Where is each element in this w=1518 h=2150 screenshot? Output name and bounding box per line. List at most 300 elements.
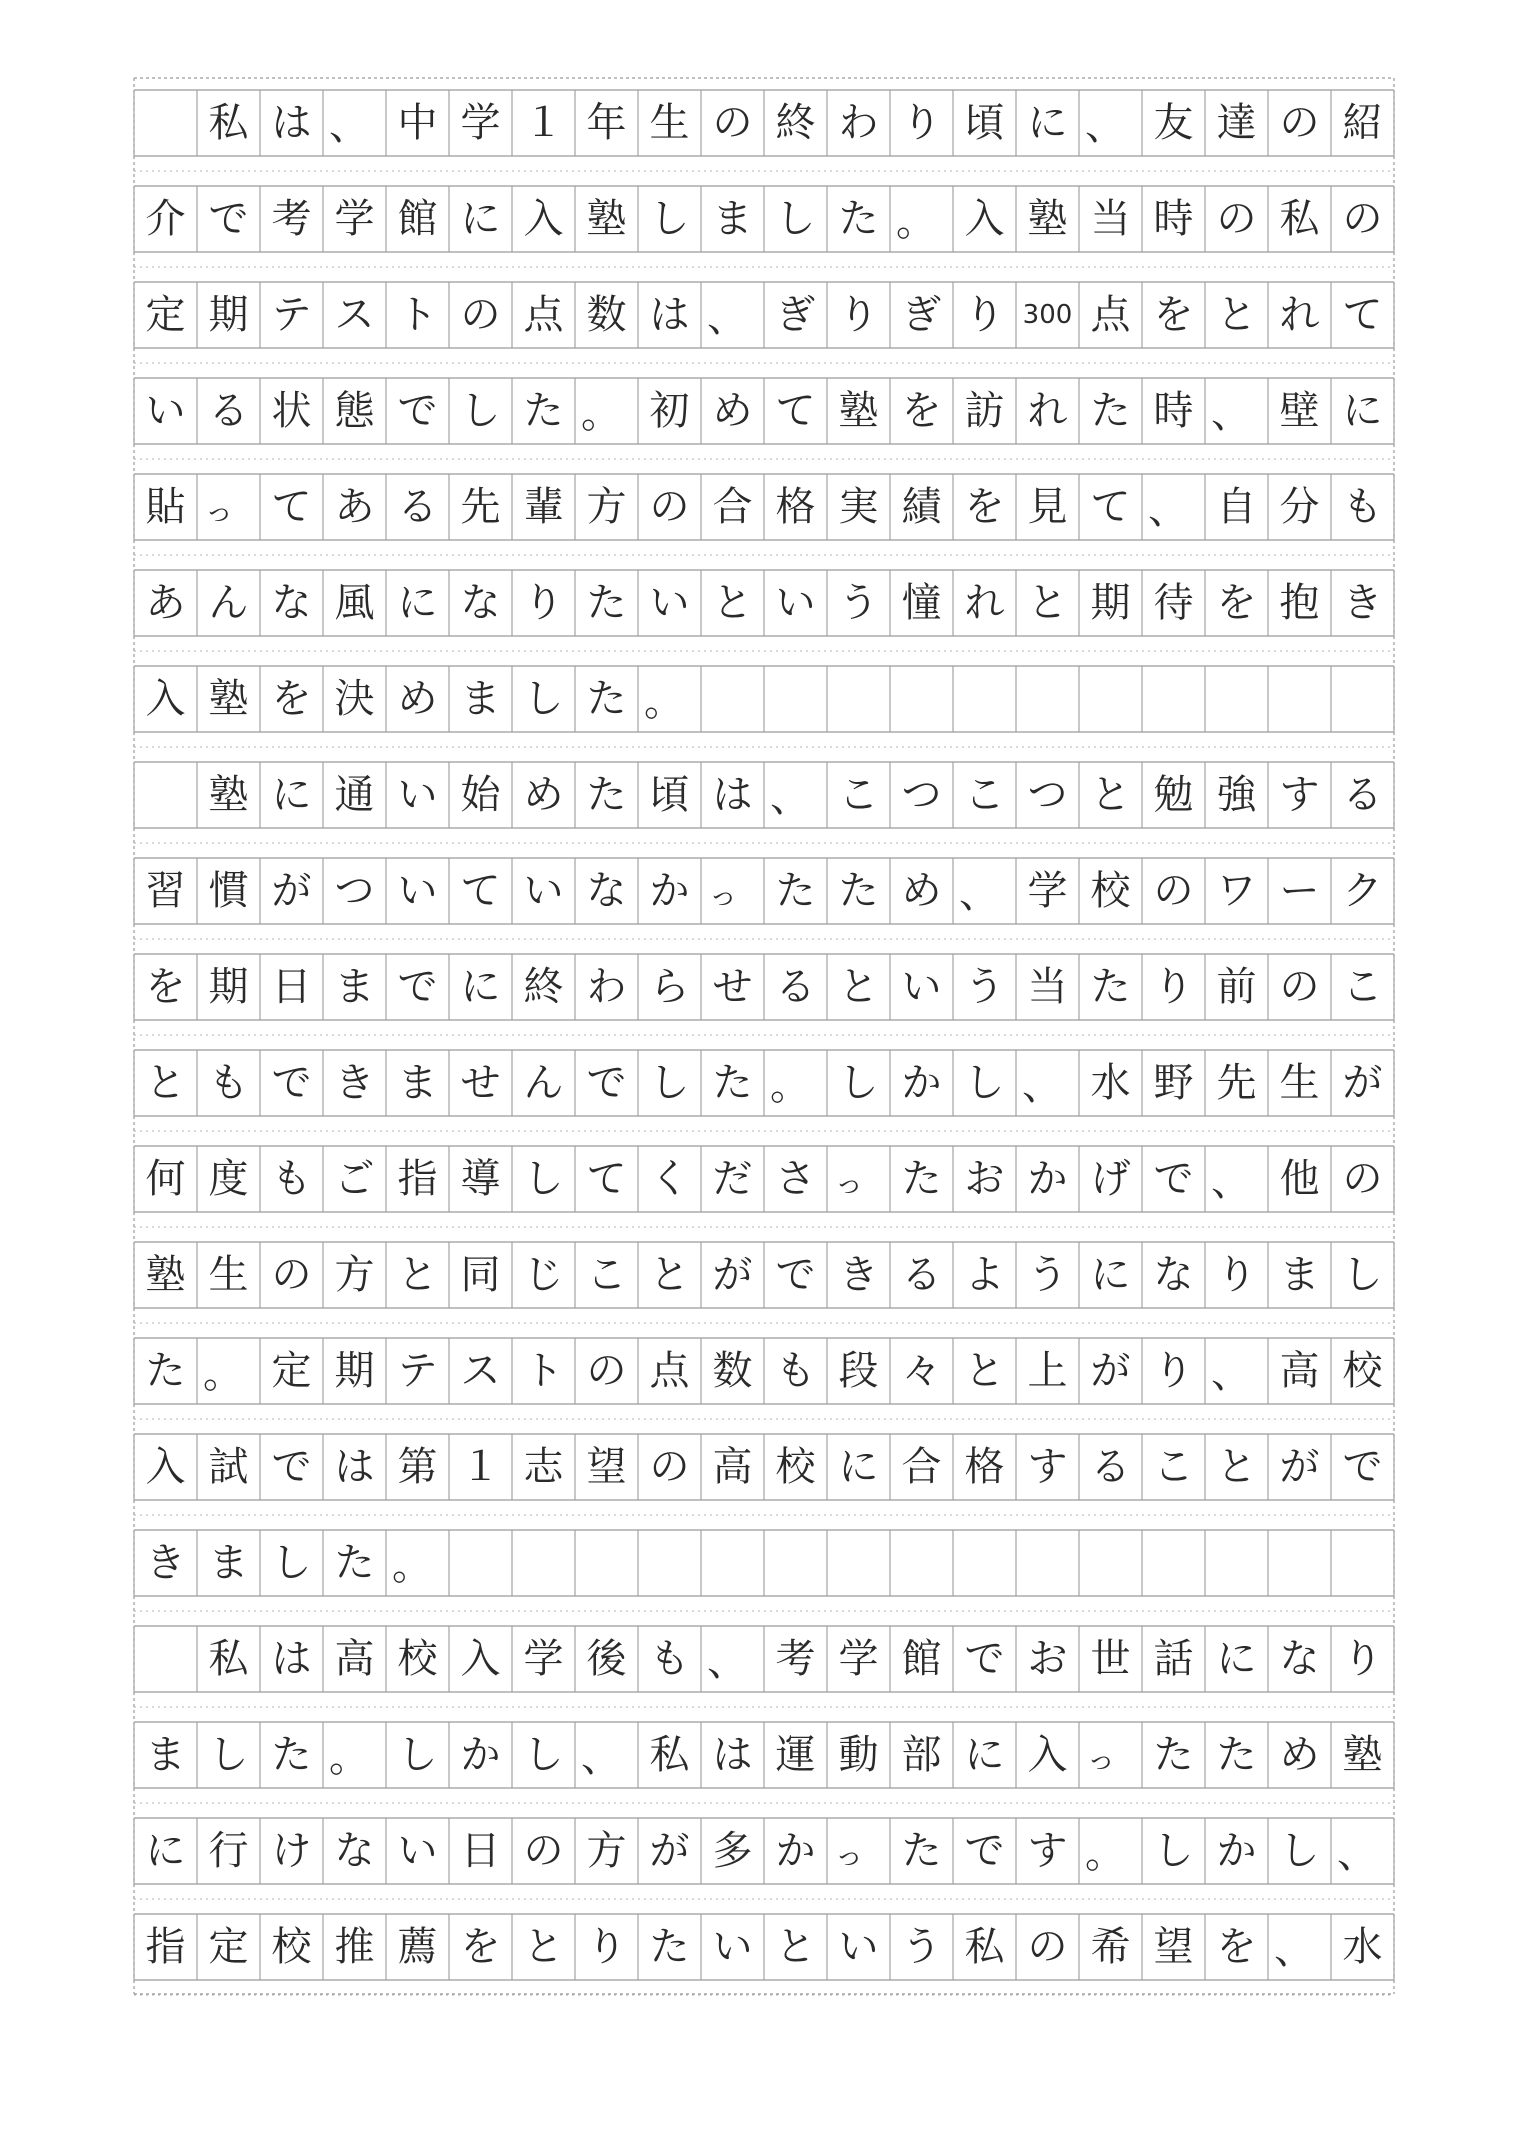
manuscript-char: ま [397, 1060, 438, 1106]
manuscript-char: よ [964, 1252, 1005, 1298]
manuscript-char: 他 [1279, 1156, 1320, 1202]
manuscript-char: っ [835, 1167, 864, 1200]
manuscript-char: で [1342, 1444, 1383, 1490]
manuscript-char: た [271, 1732, 312, 1778]
manuscript-char: に [271, 772, 312, 818]
manuscript-char: の [1027, 1924, 1068, 1970]
manuscript-char: 風 [334, 580, 375, 626]
manuscript-char: 塾 [1342, 1732, 1383, 1778]
manuscript-char: 方 [586, 484, 627, 530]
manuscript-char: 高 [334, 1636, 375, 1682]
manuscript-char: っ [205, 495, 234, 528]
manuscript-char: は [649, 292, 690, 338]
manuscript-char: を [1153, 292, 1194, 338]
manuscript-row [134, 186, 1394, 252]
manuscript-char: と [1090, 772, 1131, 818]
manuscript-char: ま [460, 676, 501, 722]
manuscript-char: ら [649, 964, 690, 1010]
manuscript-char: と [712, 580, 753, 626]
manuscript-char: に [1342, 388, 1383, 434]
manuscript-char: じ [523, 1252, 564, 1298]
manuscript-char: れ [964, 580, 1005, 626]
manuscript-char: 学 [523, 1636, 564, 1682]
manuscript-char: と [838, 964, 879, 1010]
manuscript-char: 期 [334, 1348, 375, 1394]
manuscript-char: 年 [586, 100, 627, 146]
manuscript-char: つ [1027, 772, 1068, 818]
manuscript-char: 上 [1027, 1348, 1068, 1394]
manuscript-char: 当 [1090, 196, 1131, 242]
manuscript-char: り [586, 1924, 627, 1970]
manuscript-char: と [649, 1252, 690, 1298]
manuscript-char: 時 [1153, 388, 1194, 434]
manuscript-char: 初 [649, 388, 690, 434]
manuscript-char: の [712, 100, 753, 146]
manuscript-char: で [397, 388, 438, 434]
manuscript-char: な [271, 580, 312, 626]
manuscript-char: 塾 [208, 676, 249, 722]
manuscript-char: た [145, 1348, 186, 1394]
manuscript-char: に [1216, 1636, 1257, 1682]
manuscript-char: 。 [644, 679, 684, 725]
manuscript-char: か [901, 1060, 942, 1106]
manuscript-char: た [586, 676, 627, 722]
manuscript-char: れ [1279, 292, 1320, 338]
manuscript-char: 強 [1216, 772, 1257, 818]
manuscript-char: 、 [1211, 391, 1251, 437]
manuscript-char: た [901, 1156, 942, 1202]
manuscript-char: 頃 [964, 100, 1005, 146]
manuscript-char: た [775, 868, 816, 914]
manuscript-char: 生 [649, 100, 690, 146]
manuscript-char: り [964, 292, 1005, 338]
manuscript-char: 、 [1211, 1351, 1251, 1397]
manuscript-char: 。 [1085, 1831, 1125, 1877]
manuscript-char: わ [586, 964, 627, 1010]
manuscript-char: る [1342, 772, 1383, 818]
manuscript-char: で [397, 964, 438, 1010]
manuscript-row [134, 1722, 1394, 1788]
manuscript-char: だ [712, 1156, 753, 1202]
manuscript-char: め [1279, 1732, 1320, 1778]
manuscript-char: い [712, 1924, 753, 1970]
manuscript-char [134, 90, 197, 156]
manuscript-char: し [1342, 1252, 1383, 1298]
manuscript-char: ス [460, 1348, 501, 1394]
manuscript-char: な [586, 868, 627, 914]
manuscript-char: い [901, 964, 942, 1010]
manuscript-row [134, 90, 1394, 156]
manuscript-char: 、 [959, 871, 999, 917]
manuscript-char: 。 [392, 1543, 432, 1589]
manuscript-char: と [1216, 292, 1257, 338]
manuscript-char: 憧 [901, 580, 942, 626]
manuscript-char: な [1279, 1636, 1320, 1682]
manuscript-char: 後 [586, 1636, 627, 1682]
manuscript-row [134, 1338, 1394, 1404]
manuscript-char: ま [145, 1732, 186, 1778]
manuscript-char: し [964, 1060, 1005, 1106]
manuscript-char: が [1090, 1348, 1131, 1394]
manuscript-char: 始 [460, 772, 501, 818]
manuscript-char: る [208, 388, 249, 434]
manuscript-char: す [1279, 772, 1320, 818]
manuscript-char: 達 [1216, 100, 1257, 146]
manuscript-char: 指 [145, 1924, 186, 1970]
manuscript-char: は [271, 100, 312, 146]
manuscript-char: ー [1279, 868, 1320, 914]
manuscript-char: き [838, 1252, 879, 1298]
manuscript-char: 行 [208, 1828, 249, 1874]
manuscript-char: て [271, 484, 312, 530]
manuscript-char: 考 [775, 1636, 816, 1682]
manuscript-char: で [1153, 1156, 1194, 1202]
manuscript-char: い [838, 1924, 879, 1970]
manuscript-char: り [838, 292, 879, 338]
manuscript-char: 生 [1279, 1060, 1320, 1106]
manuscript-char: っ [1087, 1743, 1116, 1776]
manuscript-char: に [397, 580, 438, 626]
manuscript-char: 合 [712, 484, 753, 530]
manuscript-char: き [1342, 580, 1383, 626]
manuscript-char: で [775, 1252, 816, 1298]
manuscript-char [134, 762, 197, 828]
manuscript-char: ま [334, 964, 375, 1010]
manuscript-char: 点 [1090, 292, 1131, 338]
manuscript-char: 点 [649, 1348, 690, 1394]
manuscript-char: 志 [523, 1444, 564, 1490]
manuscript-char: し [775, 196, 816, 242]
manuscript-char: お [1027, 1636, 1068, 1682]
manuscript-char: た [334, 1540, 375, 1586]
manuscript-char: で [586, 1060, 627, 1106]
manuscript-char: 入 [145, 676, 186, 722]
manuscript-char: 数 [586, 292, 627, 338]
manuscript-char: 私 [964, 1924, 1005, 1970]
manuscript-char: 、 [1022, 1063, 1062, 1109]
manuscript-char: 期 [208, 292, 249, 338]
manuscript-char: い [145, 388, 186, 434]
manuscript-char: に [838, 1444, 879, 1490]
manuscript-char: 望 [1153, 1924, 1194, 1970]
manuscript-char: は [334, 1444, 375, 1490]
manuscript-char: 学 [1027, 868, 1068, 914]
manuscript-char: を [964, 484, 1005, 530]
manuscript-char: 格 [775, 484, 816, 530]
manuscript-row [134, 1050, 1394, 1116]
manuscript-char: の [271, 1252, 312, 1298]
manuscript-char: 薦 [397, 1924, 438, 1970]
manuscript-char: っ [835, 1839, 864, 1872]
manuscript-char: ま [208, 1540, 249, 1586]
manuscript-char: 先 [1216, 1060, 1257, 1106]
manuscript-char: け [271, 1828, 312, 1874]
manuscript-char: し [460, 388, 501, 434]
manuscript-char: 頃 [649, 772, 690, 818]
manuscript-char: の [1342, 1156, 1383, 1202]
manuscript-char: う [838, 580, 879, 626]
manuscript-char: た [901, 1828, 942, 1874]
manuscript-char: し [397, 1732, 438, 1778]
manuscript-char: 。 [203, 1351, 243, 1397]
manuscript-char: 終 [523, 964, 564, 1010]
manuscript-char: か [460, 1732, 501, 1778]
manuscript-char: た [649, 1924, 690, 1970]
manuscript-char: が [712, 1252, 753, 1298]
manuscript-char: こ [838, 772, 879, 818]
manuscript-char: に [460, 196, 501, 242]
manuscript-char: こ [964, 772, 1005, 818]
manuscript-char: し [649, 1060, 690, 1106]
manuscript-char: も [271, 1156, 312, 1202]
manuscript-char: あ [145, 580, 186, 626]
manuscript-char: き [334, 1060, 375, 1106]
manuscript-char: 友 [1153, 100, 1194, 146]
manuscript-char: 入 [1027, 1732, 1068, 1778]
manuscript-char: で [271, 1444, 312, 1490]
manuscript-row [134, 762, 1394, 828]
manuscript-row [134, 1434, 1394, 1500]
manuscript-char: り [1153, 1348, 1194, 1394]
manuscript-char: 、 [770, 775, 810, 821]
manuscript-char: 塾 [208, 772, 249, 818]
manuscript-char: れ [1027, 388, 1068, 434]
manuscript-char: し [838, 1060, 879, 1106]
manuscript-char: 。 [581, 391, 621, 437]
manuscript-char: 私 [1279, 196, 1320, 242]
manuscript-char: と [145, 1060, 186, 1106]
manuscript-char: ト [523, 1348, 564, 1394]
manuscript-char: し [271, 1540, 312, 1586]
manuscript-char: い [397, 868, 438, 914]
manuscript-char: の [586, 1348, 627, 1394]
manuscript-char: 第 [397, 1444, 438, 1490]
manuscript-char: の [1216, 196, 1257, 242]
manuscript-char: 、 [1274, 1927, 1314, 1973]
manuscript-char: を [1216, 580, 1257, 626]
manuscript-char: お [964, 1156, 1005, 1202]
manuscript-char: 、 [1211, 1159, 1251, 1205]
manuscript-char: い [397, 772, 438, 818]
manuscript-char: い [775, 580, 816, 626]
manuscript-char: 見 [1027, 484, 1068, 530]
manuscript-char: た [1090, 388, 1131, 434]
manuscript-char: ク [1342, 868, 1383, 914]
manuscript-char: の [649, 484, 690, 530]
manuscript-char: 私 [649, 1732, 690, 1778]
manuscript-char: を [901, 388, 942, 434]
manuscript-char: う [901, 1924, 942, 1970]
manuscript-char: テ [271, 292, 312, 338]
manuscript-char: で [208, 196, 249, 242]
manuscript-char: 日 [460, 1828, 501, 1874]
manuscript-char: を [271, 676, 312, 722]
manuscript-char: に [460, 964, 501, 1010]
manuscript-char: 、 [329, 103, 369, 149]
manuscript-char: り [1216, 1252, 1257, 1298]
manuscript-char: か [649, 868, 690, 914]
manuscript-char: 試 [208, 1444, 249, 1490]
manuscript-char: き [145, 1540, 186, 1586]
manuscript-char: に [1027, 100, 1068, 146]
manuscript-char: 私 [208, 100, 249, 146]
manuscript-char: 、 [707, 1639, 747, 1685]
manuscript-char: し [208, 1732, 249, 1778]
manuscript-char: を [1216, 1924, 1257, 1970]
manuscript-char: 点 [523, 292, 564, 338]
manuscript-char: 世 [1090, 1636, 1131, 1682]
manuscript-char: の [1279, 100, 1320, 146]
manuscript-char: 通 [334, 772, 375, 818]
manuscript-char: 定 [145, 292, 186, 338]
manuscript-char: 時 [1153, 196, 1194, 242]
manuscript-char: 塾 [145, 1252, 186, 1298]
manuscript-char: の [1153, 868, 1194, 914]
manuscript-char: 度 [208, 1156, 249, 1202]
manuscript-char: り [523, 580, 564, 626]
manuscript-char: こ [586, 1252, 627, 1298]
manuscript-char: う [1027, 1252, 1068, 1298]
manuscript-char: 部 [901, 1732, 942, 1778]
manuscript-char: た [712, 1060, 753, 1106]
manuscript-char: し [1153, 1828, 1194, 1874]
manuscript-char: は [712, 1732, 753, 1778]
manuscript-char: 。 [329, 1735, 369, 1781]
manuscript-char: と [523, 1924, 564, 1970]
manuscript-char: 学 [334, 196, 375, 242]
manuscript-row [134, 1626, 1394, 1692]
manuscript-char: い [397, 1828, 438, 1874]
manuscript-char: に [1090, 1252, 1131, 1298]
manuscript-char: 当 [1027, 964, 1068, 1010]
manuscript-char: ぎ [901, 292, 942, 338]
manuscript-char: 入 [460, 1636, 501, 1682]
manuscript-char: も [208, 1060, 249, 1106]
manuscript-char: 校 [271, 1924, 312, 1970]
manuscript-char: る [397, 484, 438, 530]
manuscript-row [134, 858, 1394, 924]
manuscript-char: な [460, 580, 501, 626]
manuscript-char: 々 [901, 1348, 942, 1394]
manuscript-row [134, 474, 1394, 540]
manuscript-char: た [1090, 964, 1131, 1010]
manuscript-char: し [1279, 1828, 1320, 1874]
manuscript-char: の [1342, 196, 1383, 242]
manuscript-char: い [523, 868, 564, 914]
manuscript-char: る [775, 964, 816, 1010]
manuscript-char: 、 [1148, 487, 1188, 533]
manuscript-char: に [964, 1732, 1005, 1778]
manuscript-char: 水 [1342, 1924, 1383, 1970]
manuscript-row [134, 570, 1394, 636]
manuscript-char: 、 [707, 295, 747, 341]
manuscript-char: 導 [460, 1156, 501, 1202]
manuscript-char: 指 [397, 1156, 438, 1202]
manuscript-char: は [271, 1636, 312, 1682]
manuscript-char: 学 [460, 100, 501, 146]
manuscript-char: 入 [964, 196, 1005, 242]
manuscript-char: 段 [838, 1348, 879, 1394]
manuscript-char: て [586, 1156, 627, 1202]
manuscript-char: げ [1090, 1156, 1131, 1202]
manuscript-char: 希 [1090, 1924, 1131, 1970]
manuscript-char: 慣 [208, 868, 249, 914]
manuscript-char: こ [1153, 1444, 1194, 1490]
manuscript-char: 校 [1342, 1348, 1383, 1394]
manuscript-char: 中 [397, 100, 438, 146]
manuscript-char: 格 [964, 1444, 1005, 1490]
manuscript-char: 数 [712, 1348, 753, 1394]
manuscript-char: 実 [838, 484, 879, 530]
manuscript-char: を [145, 964, 186, 1010]
manuscript-char: て [775, 388, 816, 434]
manuscript-char: め [901, 868, 942, 914]
manuscript-char: し [523, 1732, 564, 1778]
manuscript-char: 定 [208, 1924, 249, 1970]
manuscript-char: す [1027, 1444, 1068, 1490]
manuscript-char: て [1342, 292, 1383, 338]
manuscript-char: 動 [838, 1732, 879, 1778]
manuscript-char: 高 [1279, 1348, 1320, 1394]
manuscript-char: 抱 [1279, 580, 1320, 626]
manuscript-row [134, 1914, 1394, 1980]
manuscript-char: が [649, 1828, 690, 1874]
manuscript-char: 水 [1090, 1060, 1131, 1106]
manuscript-char: 校 [775, 1444, 816, 1490]
manuscript-row [134, 1242, 1394, 1308]
manuscript-char: ト [397, 292, 438, 338]
manuscript-char: ん [208, 580, 249, 626]
manuscript-row [134, 954, 1394, 1020]
manuscript-char: と [1027, 580, 1068, 626]
manuscript-row [134, 1818, 1394, 1884]
manuscript-char: 方 [334, 1252, 375, 1298]
manuscript-char: で [964, 1636, 1005, 1682]
manuscript-char: る [1090, 1444, 1131, 1490]
manuscript-char: 終 [775, 100, 816, 146]
manuscript-char: 、 [581, 1735, 621, 1781]
manuscript-char: で [964, 1828, 1005, 1874]
manuscript-char: 績 [901, 484, 942, 530]
manuscript-char: 多 [712, 1828, 753, 1874]
manuscript-char: 壁 [1279, 388, 1320, 434]
manuscript-char: す [1027, 1828, 1068, 1874]
manuscript-char: な [1153, 1252, 1194, 1298]
manuscript-char: 高 [712, 1444, 753, 1490]
manuscript-char: と [775, 1924, 816, 1970]
manuscript-char: 館 [397, 196, 438, 242]
manuscript-char: く [649, 1156, 690, 1202]
manuscript-char: と [397, 1252, 438, 1298]
manuscript-char: わ [838, 100, 879, 146]
manuscript-char: 、 [1085, 103, 1125, 149]
manuscript-char: ま [712, 196, 753, 242]
manuscript-char: を [460, 1924, 501, 1970]
manuscript-char: の [523, 1828, 564, 1874]
manuscript-char: 私 [208, 1636, 249, 1682]
manuscript-char: 期 [1090, 580, 1131, 626]
manuscript-char: か [1027, 1156, 1068, 1202]
manuscript-char: も [649, 1636, 690, 1682]
manuscript-char: は [712, 772, 753, 818]
manuscript-char: 学 [838, 1636, 879, 1682]
manuscript-char: 入 [145, 1444, 186, 1490]
manuscript-char: め [523, 772, 564, 818]
manuscript-char: 状 [271, 388, 312, 434]
manuscript-row [134, 378, 1394, 444]
manuscript-char: も [775, 1348, 816, 1394]
manuscript-char: め [397, 676, 438, 722]
